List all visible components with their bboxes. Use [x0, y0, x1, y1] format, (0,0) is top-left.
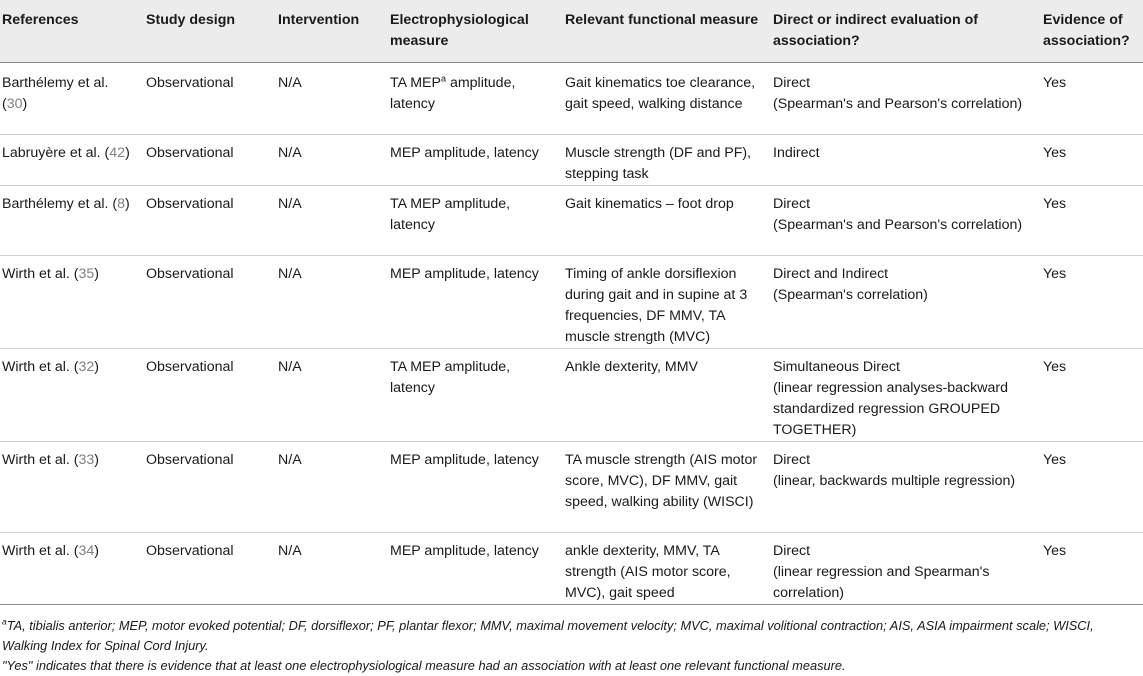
table-row [0, 135, 1143, 186]
evidence-cell: Yes [1037, 442, 1143, 533]
table-header-row [0, 0, 1143, 63]
yes-definition-footnote: "Yes" indicates that there is evidence that at least one electrophysiological measure had an association with at least one relevant functional measure. [2, 658, 846, 673]
reference-cell: Wirth et al. (34) [0, 533, 140, 605]
ref-number-link[interactable]: 33 [78, 452, 95, 468]
design-cell: Observational [140, 135, 272, 186]
intervention-cell: N/A [278, 75, 302, 91]
ref-number-link[interactable]: 30 [6, 96, 23, 112]
functional-cell: Gait kinematics toe clearance, gait speed, walking distance [565, 75, 756, 112]
functional-cell: Muscle strength (DF and PF), stepping task [559, 135, 767, 186]
ref-author: Barthélemy et al. [2, 75, 109, 91]
design-cell: Observational [140, 533, 272, 605]
intervention-cell: N/A [272, 186, 384, 256]
col-header-functional-measure: Relevant functional measure [559, 0, 767, 63]
evidence-cell: Yes [1037, 186, 1143, 256]
evaluation-cell: Direct (Spearman's and Pearson's correlation) [773, 75, 1023, 112]
evaluation-cell: Indirect [767, 135, 1037, 186]
evidence-cell: Yes [1037, 135, 1143, 186]
design-cell: Observational [140, 349, 272, 442]
functional-cell: Gait kinematics – foot drop [559, 186, 767, 256]
reference-cell: Wirth et al. (32) [0, 349, 140, 442]
ref-author: Wirth et al. [2, 266, 70, 282]
table-row [0, 349, 1143, 442]
ref-author: Wirth et al. [2, 452, 70, 468]
table-row [0, 533, 1143, 605]
functional-cell: ankle dexterity, MMV, TA strength (AIS motor score, MVC), gait speed [559, 533, 767, 605]
intervention-cell: N/A [272, 442, 384, 533]
table-footnotes [2, 616, 1138, 676]
footnote-marker: a [2, 616, 7, 627]
ref-number-link[interactable]: 34 [78, 543, 95, 559]
ref-author: Wirth et al. [2, 359, 70, 375]
ref-author: Wirth et al. [2, 543, 70, 559]
functional-cell: TA muscle strength (AIS motor score, MVC), DF MMV, gait speed, walking ability (WISCI) [559, 442, 767, 533]
col-header-references: References [0, 0, 140, 63]
reference-cell: Wirth et al. (35) [0, 256, 140, 349]
intervention-cell: N/A [272, 135, 384, 186]
evidence-cell: Yes [1037, 256, 1143, 349]
evaluation-cell: Direct (Spearman's and Pearson's correlation) [767, 186, 1037, 256]
intervention-cell: N/A [272, 256, 384, 349]
reference-cell: Barthélemy et al. (8) [0, 186, 140, 256]
footnote-marker: a [440, 73, 446, 84]
functional-cell: Timing of ankle dorsiflexion during gait and in supine at 3 frequencies, DF MMV, TA muscle strength (MVC) [559, 256, 767, 349]
electro-cell: TA MEP amplitude, latency [384, 186, 559, 256]
ref-number-link[interactable]: 42 [109, 145, 126, 161]
reference-cell: Barthélemy et al. (30) [2, 75, 109, 112]
electro-cell: MEP amplitude, latency [384, 533, 559, 605]
electro-cell: TA MEP amplitude, latency [384, 349, 559, 442]
col-header-evaluation: Direct or indirect evaluation of association? [767, 0, 1037, 63]
intervention-cell: N/A [272, 533, 384, 605]
evaluation-cell: Direct (linear, backwards multiple regression) [767, 442, 1037, 533]
evidence-cell: Yes [1037, 533, 1143, 605]
ref-author: Barthélemy et al. [2, 196, 109, 212]
table-row [0, 442, 1143, 533]
abbreviations-footnote: $^a$TA, tibialis anterior; MEP, motor evoked potential; DF, dorsiflexor; PF, plantar flexor; MMV, maximal movement velocity; MVC, maximal volitional contraction; AIS, ASIA impairment scale; WISCI, Walking Index for Spinal Cord Injury. [2, 616, 1094, 653]
ref-number-link[interactable]: 32 [78, 359, 95, 375]
table-row [0, 63, 1143, 135]
col-header-study-design: Study design [140, 0, 272, 63]
col-header-evidence: Evidence of association? [1037, 0, 1143, 63]
evidence-cell: Yes [1037, 349, 1143, 442]
design-cell: Observational [140, 442, 272, 533]
ref-author: Labruyère et al. [2, 145, 101, 161]
evaluation-cell: Simultaneous Direct (linear regression analyses-backward standardized regression GROUPED TOGETHER) [767, 349, 1037, 442]
evaluation-cell: Direct (linear regression and Spearman's correlation) [767, 533, 1037, 605]
electro-cell: TA MEP$^a$ amplitude, latency [390, 73, 516, 112]
col-header-intervention: Intervention [272, 0, 384, 63]
col-header-electrophysiological-measure: Electrophysiological measure [384, 0, 559, 63]
table-row [0, 256, 1143, 349]
design-cell: Observational [146, 75, 234, 91]
electro-cell: MEP amplitude, latency [384, 135, 559, 186]
electro-cell: MEP amplitude, latency [384, 442, 559, 533]
ref-number-link[interactable]: 8 [117, 196, 126, 212]
functional-cell: Ankle dexterity, MMV [559, 349, 767, 442]
evidence-cell: Yes [1043, 75, 1067, 91]
evaluation-cell: Direct and Indirect (Spearman's correlation) [767, 256, 1037, 349]
electro-cell: MEP amplitude, latency [384, 256, 559, 349]
reference-cell: Labruyère et al. (42) [0, 135, 140, 186]
table-row [0, 186, 1143, 256]
design-cell: Observational [140, 256, 272, 349]
design-cell: Observational [140, 186, 272, 256]
intervention-cell: N/A [272, 349, 384, 442]
ref-number-link[interactable]: 35 [78, 266, 95, 282]
reference-cell: Wirth et al. (33) [0, 442, 140, 533]
